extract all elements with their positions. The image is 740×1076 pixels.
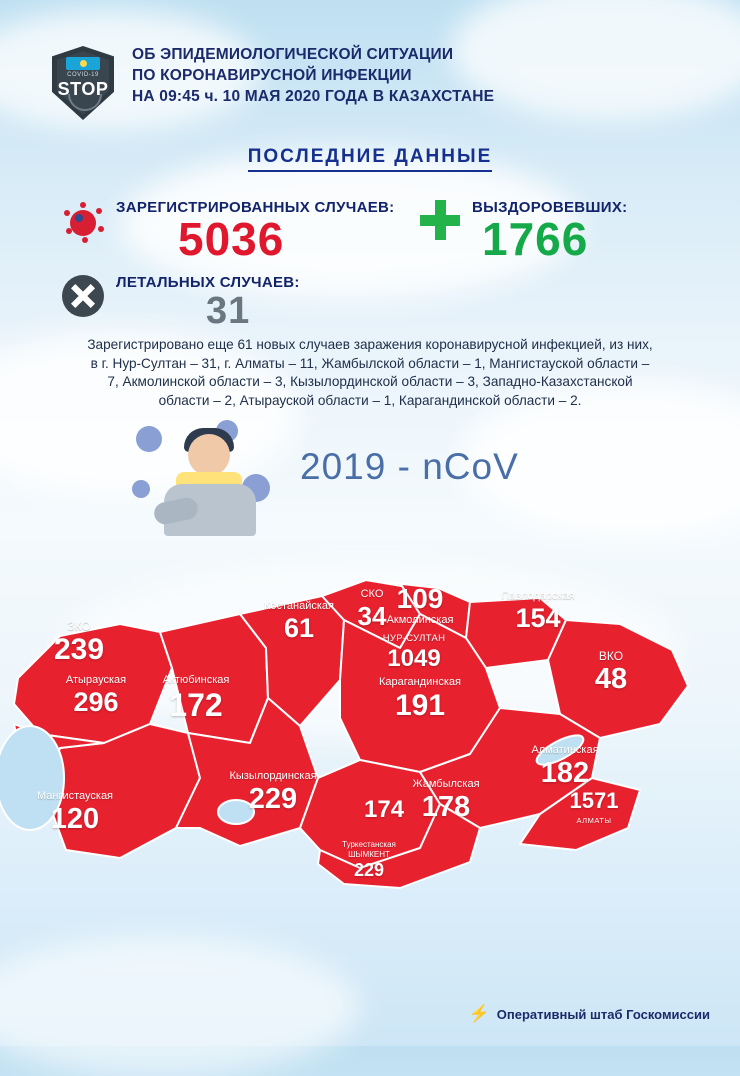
stat-deaths-label: ЛЕТАЛЬНЫХ СЛУЧАЕВ: — [116, 274, 300, 291]
region-value: 182 — [540, 757, 590, 789]
ncov-title: 2019 - nCoV — [300, 446, 519, 487]
region-name: Кызылординская — [229, 770, 317, 782]
stat-recovered — [420, 198, 628, 265]
region-value: 178 — [421, 791, 471, 823]
virus-icon — [62, 202, 104, 244]
region-aktyubinskaya — [140, 674, 252, 724]
region-name: ВКО — [598, 649, 624, 663]
region-name: Акмолинская — [386, 614, 454, 626]
stat-deaths-value: 31 — [206, 290, 251, 332]
footer-label: Оперативный штаб Госкомиссии — [496, 1006, 710, 1022]
title-line-2: ПО КОРОНАВИРУСНОЙ ИНФЕКЦИИ — [132, 67, 412, 84]
region-value: 174 — [363, 796, 405, 823]
region-value: 109 — [396, 583, 444, 614]
region-akmolinskaya — [372, 584, 468, 627]
region-extra-174 — [354, 796, 414, 824]
region-name: Актюбинская — [162, 674, 230, 686]
region-kostanayskaya — [254, 600, 344, 644]
region-name: АЛМАТЫ — [576, 816, 612, 825]
header — [0, 0, 740, 120]
region-name: Костанайская — [263, 600, 335, 612]
region-almatinskaya — [510, 744, 620, 790]
logo-covid-text: COVID-19 — [67, 72, 99, 78]
region-value: 239 — [53, 633, 105, 666]
stat-registered-value: 5036 — [178, 213, 285, 265]
region-name: Павлодарская — [501, 590, 575, 602]
region-atyrauskaya — [48, 674, 144, 718]
stat-deaths — [62, 273, 300, 330]
statistics — [0, 198, 740, 332]
region-pavlodarskaya — [490, 590, 586, 634]
death-icon — [62, 275, 104, 317]
region-name: СКО — [360, 588, 384, 600]
latest-data-label: ПОСЛЕДНИЕ ДАННЫЕ — [248, 146, 493, 172]
region-value: 120 — [50, 803, 100, 835]
bolt-icon: ⚡ — [468, 1004, 490, 1023]
title-line-3: НА 09:45 ч. 10 МАЯ 2020 ГОДА В КАЗАХСТАНЕ — [132, 88, 495, 105]
title-line-1: ОБ ЭПИДЕМИОЛОГИЧЕСКОЙ СИТУАЦИИ — [132, 46, 454, 63]
footer — [469, 1004, 710, 1024]
mid-band — [0, 424, 740, 534]
region-value: 48 — [594, 663, 628, 695]
region-value: 1049 — [387, 645, 441, 672]
region-value: 154 — [515, 603, 561, 633]
region-value: 229 — [248, 783, 298, 815]
logo-stop-text: STOP — [57, 79, 109, 99]
summary-paragraph: Зарегистрировано еще 61 новых случаев заражения коронавирусной инфекцией, из них, в г. Нур-Султан – 31, г. Алматы – 11, Жамбылской области – 1, Мангистауской области – 7, Акмолинской области – 3, Кызылординской области – 3, Западно-Казахстанской области – 2, Атырауской области – 1, Карагандинской области – 2. — [87, 337, 653, 408]
region-value: 1571 — [569, 788, 619, 813]
region-name: Жамбылская — [412, 778, 480, 790]
region-value: 172 — [169, 687, 223, 723]
region-name: Мангистауская — [36, 790, 114, 802]
region-value: 191 — [394, 689, 446, 722]
region-name: Алматинская — [531, 744, 599, 756]
region-name: НУР-СУЛТАН — [382, 633, 446, 644]
region-value: 296 — [73, 687, 119, 717]
region-name: Туркестанская ШЫМКЕНТ — [342, 840, 396, 859]
stat-recovered-value: 1766 — [482, 213, 589, 265]
region-value: 61 — [283, 613, 315, 643]
covid-stop-logo — [52, 46, 114, 120]
region-mangistauskaya — [20, 790, 130, 836]
region-turkestanskaya — [326, 840, 412, 881]
region-vko — [576, 650, 646, 696]
region-nur-sultan — [356, 632, 472, 673]
region-almaty — [548, 788, 640, 827]
stat-recovered-label: ВЫЗДОРОВЕВШИХ: — [472, 199, 628, 216]
stat-registered-label: ЗАРЕГИСТРИРОВАННЫХ СЛУЧАЕВ: — [116, 199, 395, 216]
region-kyzylordinskaya — [214, 770, 332, 816]
region-karagandinskaya — [358, 676, 482, 723]
stat-registered — [62, 198, 395, 265]
region-zko — [36, 620, 122, 667]
region-name: Карагандинская — [379, 676, 461, 688]
region-name: Атырауская — [65, 674, 127, 686]
region-name: ЗКО — [67, 619, 91, 633]
kazakhstan-map — [0, 528, 740, 928]
sick-person-illustration — [130, 418, 300, 538]
latest-data-heading — [0, 146, 740, 168]
plus-icon — [420, 200, 460, 240]
page-title — [132, 44, 494, 107]
kazakhstan-flag-icon — [66, 57, 100, 70]
region-value: 34 — [357, 601, 387, 631]
region-value: 229 — [353, 860, 385, 880]
